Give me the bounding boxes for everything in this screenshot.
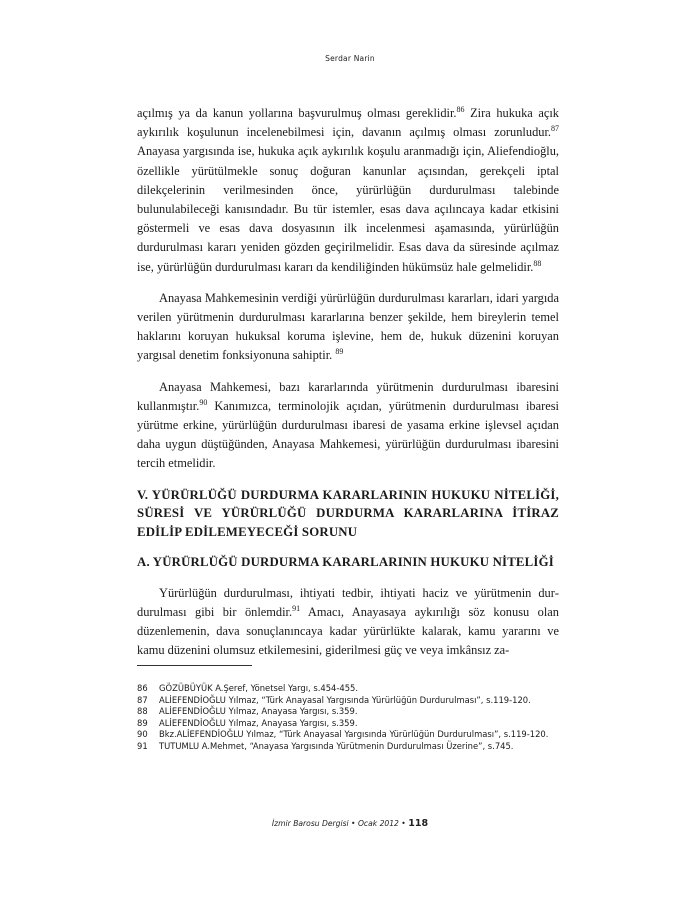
- footnote-text: Bkz.ALİEFENDİOĞLU Yılmaz, “Türk Anayasal Yargısında Yürürlüğün Durdurulması”, s.119-120.: [159, 729, 549, 739]
- section-heading-v: V. YÜRÜRLÜĞÜ DURDURMA KARARLARININ HUKUKU NİTELİĞİ, SÜRESİ VE YÜRÜRLÜĞÜ DURDURMA KARARLARINA İTİRAZ EDİLİP EDİLEMEYECEĞİ SORUNU: [137, 487, 559, 539]
- paragraph-2-text: Anayasa Mahkemesinin verdiği yürürlüğün durdurulması kararları, idari yargıda verilen yürütmenin durdurulması kararlarına benzer şekilde, hem bireylerin temel haklarını koruyan hukuksal koruma işlevine, hem de, hukuk düzenini koruyan yargısal denetim fonksiyonuna sahiptir.: [137, 290, 559, 363]
- footnote-ref-90: 90: [199, 397, 208, 407]
- paragraph-3-text-b: Kanımızca, terminolojik açıdan, yürütmenin durdurulması ibaresi yürütme erkine, yürürlüğün durdurulması ibaresi de yasama erkine işlevsel açıdan daha uygun düştüğünden, Anayasa Mahkemesi, yürürlüğün durdurulması ibaresini tercih etmelidir.: [137, 398, 559, 471]
- footnote-88: [137, 706, 559, 718]
- paragraph-3: [137, 378, 559, 474]
- footnote-number: 89: [137, 717, 148, 728]
- footnote-90: [137, 729, 559, 741]
- footnote-86: [137, 683, 559, 695]
- footnote-text: ALİEFENDİOĞLU Yılmaz, Anayasa Yargısı, s.359.: [159, 717, 358, 728]
- footnote-number: 86: [137, 683, 148, 693]
- footnote-number: 91: [137, 740, 148, 751]
- page-number: 118: [408, 818, 429, 829]
- footnote-number: 87: [137, 694, 148, 705]
- footnote-ref-88: 88: [533, 258, 542, 268]
- paragraph-1-text-b: Zira hukuka açık aykırılık koşulunun incelenebilmesi için, davanın açılmış olması zorunludur.: [137, 106, 560, 140]
- paragraph-1-text-c: Anayasa yargısında ise, hukuka açık aykırılık koşulu aranmadığı için, Aliefendioğlu, özellikle yürütülmekle sonuç doğuran kanunlar açısından, gerekçeli iptal dilekçelerinin verilmesinden önce, yürürlüğün durdurulması talebinde bulunulabileceği kanısındadır. Bu tür istemler, esas dava açılıncaya kadar etkisini göstermeli ve esas dava dosyasının ilk incelenmesi aşamasında, yürürlüğün durdurulması kararı yeniden gözden geçirilmelidir. Esas dava da süresinde açılmaz ise, yürürlüğün durdurulması kararı da kendiliğinden hükümsüz hale gelmelidir.: [137, 144, 559, 274]
- page-footer: [0, 818, 700, 829]
- running-header-author: Serdar Narin: [325, 54, 375, 63]
- footnote-text: ALİEFENDİOĞLU Yılmaz, Anayasa Yargısı, s.359.: [159, 706, 358, 716]
- paragraph-3-text-a: Anayasa Mahkemesi, bazı kararlarında yürütmenin durdurulması ibaresini kullanmıştır.: [137, 379, 559, 413]
- main-text: [137, 104, 559, 672]
- paragraph-4: [137, 584, 559, 661]
- paragraph-1-text-a: açılmış ya da kanun yollarına başvurulmuş olması gereklidir.: [137, 106, 457, 120]
- footnote-text: GÖZÜBÜYÜK A.Şeref, Yönetsel Yargı, s.454-455.: [159, 683, 359, 693]
- footnote-ref-91: 91: [292, 603, 301, 613]
- footnote-ref-86: 86: [456, 105, 465, 114]
- subsection-heading-a: A. YÜRÜRLÜĞÜ DURDURMA KARARLARININ HUKUKU NİTELİĞİ: [137, 555, 554, 570]
- footnote-text: ALİEFENDİOĞLU Yılmaz, “Türk Anayasal Yargısında Yürürlüğün Durdurulması”, s.119-120.: [159, 694, 531, 705]
- paragraph-4-text-b: Amacı, Anayasaya aykırılığı söz konusu olan düzenlemenin, dava sonuçlanıncaya kadar yürürlükte kalarak, kamu yararını ve kamu düzenini olumsuz etkilemesini, giderilmesi güç ve veya imkânsız za-: [137, 604, 559, 658]
- footnotes: [137, 683, 559, 752]
- paragraph-2: [137, 289, 559, 366]
- footnote-89: [137, 718, 559, 730]
- footnote-87: [137, 695, 559, 707]
- footnote-ref-89: 89: [335, 347, 344, 357]
- journal-name: İzmir Barosu Dergisi • Ocak 2012 •: [271, 819, 406, 828]
- footnote-number: 88: [137, 706, 148, 716]
- footnote-ref-87: 87: [551, 124, 559, 134]
- paragraph-1: [137, 104, 559, 277]
- paragraph-4-text-a: Yürürlüğün durdurulması, ihtiyati tedbir, ihtiyati haciz ve yürütmenin durdurulması gibi bir önlemdir.: [137, 585, 559, 619]
- footnote-separator: [137, 665, 252, 666]
- footnote-number: 90: [137, 729, 148, 739]
- footnote-91: [137, 741, 559, 753]
- footnote-text: TUTUMLU A.Mehmet, “Anayasa Yargısında Yürütmenin Durdurulması Üzerine”, s.745.: [159, 740, 514, 751]
